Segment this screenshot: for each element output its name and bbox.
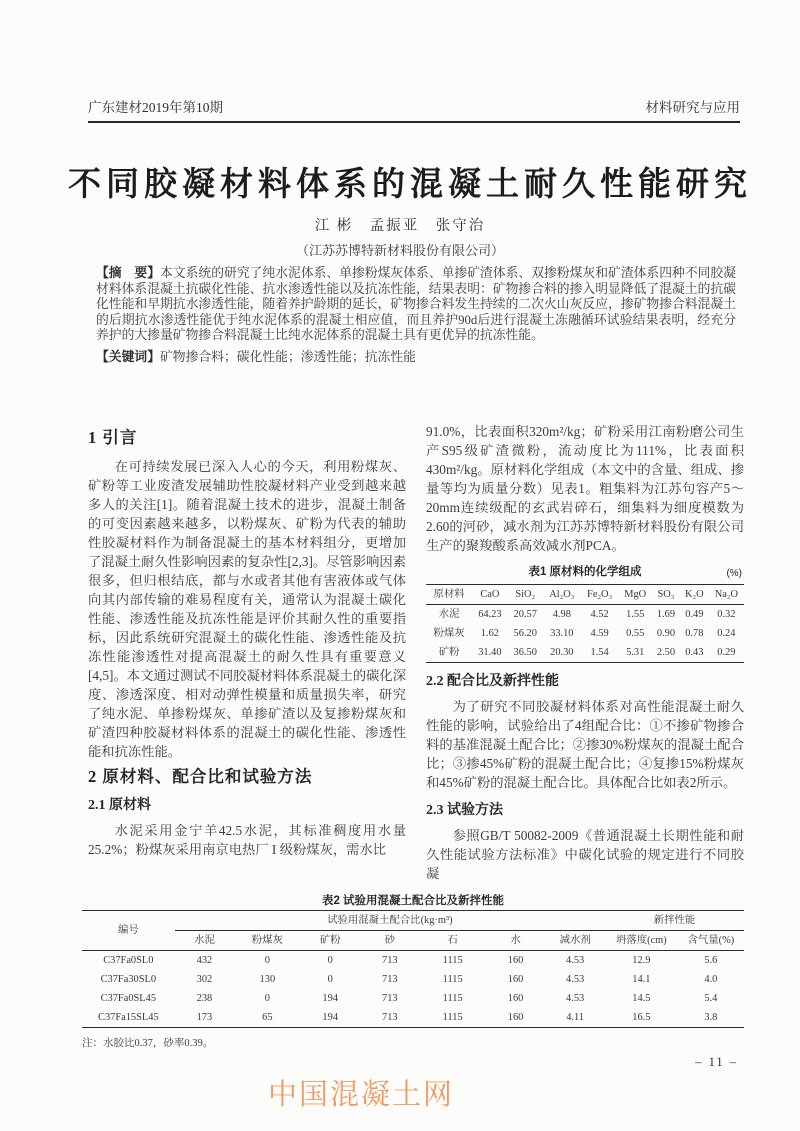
materials-paragraph: 91.0%，比表面积320m²/kg；矿粉采用江南粉磨公司生产S95级矿渣微粉，流动度比为111%，比表面积430m²/kg。原材料化学组成（本文中的含量、组成、掺量等均为质量分数）见表1。粗集料为江苏句容产5～20mm连续级配的玄武岩碎石，细集料为细度模数为2.60的河砂，减水剂为江苏苏博特新材料股份有限公司生产的聚羧酸系高效减水剂PCA。 <box>426 424 744 553</box>
table-cell: 0.32 <box>717 609 736 620</box>
table-header-cell: 减水剂 <box>545 931 605 951</box>
table2-footnote: 注：水胶比0.37，砂率0.39。 <box>82 1038 214 1049</box>
table-cell: 水泥 <box>438 609 460 620</box>
table-cell: 31.40 <box>478 647 502 658</box>
table-cell: 12.9 <box>632 955 651 966</box>
table-cell: 160 <box>507 974 524 985</box>
table-header-cell: Na₂O <box>709 585 744 605</box>
table-cell: 0 <box>264 955 270 966</box>
table-cell: 20.30 <box>550 647 574 658</box>
table-cell: 20.57 <box>513 609 537 620</box>
page-number: – 11 – <box>695 1055 738 1069</box>
table-cell: 0.29 <box>717 647 736 658</box>
table-cell: 1115 <box>442 974 463 985</box>
table-cell: 0.55 <box>626 628 645 639</box>
table-cell: 432 <box>196 955 213 966</box>
table-cell: 713 <box>382 993 398 1004</box>
header-divider <box>88 121 740 123</box>
table-cell: 1.69 <box>656 609 676 620</box>
table-cell: 1.54 <box>590 647 609 658</box>
table-header-cell: SO₃ <box>652 585 680 605</box>
table-cell: 16.5 <box>632 1012 651 1023</box>
table-header-cell: 编号 <box>82 911 175 951</box>
authors-line: 江 彬 孟振亚 张守治 <box>314 218 486 234</box>
table-cell: 302 <box>196 974 213 985</box>
table-header-cell: 石 <box>420 931 486 951</box>
table-cell: 160 <box>507 993 524 1004</box>
journal-section: 材料研究与应用 <box>645 100 740 115</box>
abstract-label: 【摘 要】 <box>96 266 161 280</box>
table-row <box>82 1008 744 1028</box>
table2-head <box>82 911 744 951</box>
keywords-label: 【关键词】 <box>96 349 160 364</box>
table-header-cell: 粉煤灰 <box>234 931 300 951</box>
table-cell: 4.11 <box>566 1012 585 1023</box>
table-cell: 56.20 <box>513 628 537 639</box>
watermark: 中国混凝土网 <box>268 1079 455 1111</box>
table-cell: 3.8 <box>704 1012 718 1023</box>
table-cell: 粉煤灰 <box>433 628 465 639</box>
table-cell: 1.62 <box>480 628 499 639</box>
table-cell: 14.5 <box>632 993 651 1004</box>
table1-unit: (%) <box>726 568 742 579</box>
table-header-cell: 水泥 <box>175 931 235 951</box>
table2-title: 表2 试验用混凝土配合比及新拌性能 <box>321 895 505 907</box>
keywords-text: 矿物掺合料；碳化性能；渗透性能；抗冻性能 <box>159 349 416 364</box>
table-cell: 4.59 <box>590 628 609 639</box>
table-cell: 1115 <box>442 993 463 1004</box>
table-cell: 160 <box>507 955 524 966</box>
body-columns <box>88 422 744 885</box>
section-2-heading: 2 原材料、配合比和试验方法 <box>88 767 313 786</box>
table-header-cell: 矿粉 <box>300 931 360 951</box>
section-2-1-heading: 2.1 原材料 <box>88 798 151 813</box>
table-cell: C37Fa15SL45 <box>98 1012 159 1023</box>
section-2-3-paragraph: 参照GB/T 50082-2009《普通混凝土长期性能和耐久性能试验方法标准》中碳化试验的规定进行不同胶凝 <box>426 828 744 881</box>
table-cell: 1115 <box>442 1012 463 1023</box>
table-group-header: 新拌性能 <box>605 911 744 931</box>
table-row <box>82 970 744 989</box>
table-cell: 36.50 <box>513 647 537 658</box>
table1-title <box>426 563 744 582</box>
abstract-block <box>96 266 736 366</box>
left-column <box>88 422 406 885</box>
table-cell: 194 <box>322 1012 339 1023</box>
abstract-paragraph <box>96 266 736 344</box>
table-header-cell: 坍落度(cm) <box>605 931 678 951</box>
table2-body <box>82 951 744 1028</box>
keywords-line <box>96 350 736 366</box>
table-cell: 14.1 <box>632 974 651 985</box>
table-row <box>82 989 744 1008</box>
table-header-cell: K₂O <box>680 585 709 605</box>
table-cell: 65 <box>262 1012 273 1023</box>
table1-title-text: 表1 原材料的化学组成 <box>528 566 642 578</box>
table-cell: 238 <box>196 993 213 1004</box>
table-cell: 4.0 <box>704 974 718 985</box>
table1-head <box>426 585 744 605</box>
table-cell: 0 <box>264 993 270 1004</box>
table-cell: 0.90 <box>656 628 676 639</box>
table-group-header: 试验用混凝土配合比(kg·m³) <box>175 911 605 931</box>
table-cell: 0.78 <box>685 628 704 639</box>
table-cell: 1.55 <box>626 609 645 620</box>
section-2-2-paragraph: 为了研究不同胶凝材料体系对高性能混凝土耐久性能的影响，试验给出了4组配合比：①不掺矿物掺合料的基准混凝土配合比；②掺30%粉煤灰的混凝土配合比；③掺45%矿粉的混凝土配合比；④复掺15%粉煤灰和45%矿粉的混凝土配合比。具体配合比如表2所示。 <box>426 699 744 790</box>
abstract-text: 本文系统的研究了纯水泥体系、单掺粉煤灰体系、单掺矿渣体系、双掺粉煤灰和矿渣体系四种不同胶凝材料体系混凝土抗碳化性能、抗水渗透性能以及抗冻性能，结果表明：矿物掺合料的掺入明显降低了混凝土的抗碳化性能和早期抗水渗透性能，随着养护龄期的延长，矿物掺合料发生持续的二次火山灰反应，掺矿物掺合料混凝土的后期抗水渗透性能优于纯水泥体系的混凝土相应值，而且养护90d后进行混凝土冻融循环试验结果表明，经充分养护的大掺量矿物掺合料混凝土比纯水泥体系的混凝土具有更优异的抗冻性能。 <box>96 266 737 343</box>
table-row <box>426 585 744 605</box>
table-row <box>426 643 744 663</box>
table-header-cell: SiO₂ <box>508 585 543 605</box>
table2-mix-proportions <box>82 910 744 1028</box>
table2-block <box>82 884 744 1050</box>
table-header-cell: MgO <box>619 585 652 605</box>
right-column <box>426 422 744 885</box>
table-cell: 5.4 <box>704 993 718 1004</box>
table-cell: 160 <box>507 1012 524 1023</box>
table-row <box>82 951 744 971</box>
table-header-cell: CaO <box>472 585 507 605</box>
table-cell: 4.52 <box>590 609 609 620</box>
table-cell: 4.53 <box>566 993 585 1004</box>
table-cell: C37Fa30SL0 <box>100 974 157 985</box>
table-cell: 194 <box>322 993 339 1004</box>
table-cell: 4.53 <box>566 955 585 966</box>
table-header-cell: Al₂O₃ <box>543 585 581 605</box>
table-cell: 0.49 <box>685 609 704 620</box>
table-cell: 130 <box>259 974 276 985</box>
section-2-3-heading: 2.3 试验方法 <box>426 803 503 818</box>
section-1-paragraph: 在可持续发展已深入人心的今天，利用粉煤灰、矿粉等工业废渣发展辅助性胶凝材料产业受到越来越多人的关注[1]。随着混凝土技术的进步，混凝土制备的可变因素越来越多，以粉煤灰、矿粉为代表的辅助性胶凝材料作为制备混凝土的基本材料组分，更增加了混凝土耐久性影响因素的复杂性[2,3]。尽管影响因素很多，但归根结底，都与水或者其他有害液体或气体向其内部传输的难易程度有关，通常认为混凝土碳化性能、渗透性能及抗冻性能是评价其耐久性的重要指标，因此系统研究混凝土的碳化性能、渗透性能及抗冻性能渗透性对提高混凝土的耐久性具有重要意义[4,5]。本文通过测试不同胶凝材料体系混凝土的碳化深度、渗透深度、相对动弹性模量和质量损失率，研究了纯水泥、单掺粉煤灰、单掺矿渣以及复掺粉煤灰和矿渣四种胶凝材料体系的混凝土的碳化性能、渗透性能和抗冻性能。 <box>88 459 407 759</box>
table-cell: 矿粉 <box>438 647 460 658</box>
table1-body <box>426 605 744 663</box>
journal-issue: 广东建材2019年第10期 <box>88 100 223 115</box>
table-cell: 5.6 <box>704 955 718 966</box>
table-cell: 5.31 <box>626 647 645 658</box>
table-cell: 713 <box>382 955 398 966</box>
table-cell: 0.24 <box>717 628 736 639</box>
table-header-cell: 含气量(%) <box>678 931 744 951</box>
table-cell: 713 <box>382 1012 398 1023</box>
table-cell: 2.50 <box>656 647 676 658</box>
table-cell: 0.43 <box>685 647 704 658</box>
table-cell: 4.98 <box>552 609 571 620</box>
table-cell: 0 <box>327 974 333 985</box>
table-row <box>82 911 744 931</box>
table-row <box>82 931 744 951</box>
affiliation-line: （江苏苏博特新材料股份有限公司） <box>295 243 504 258</box>
table-cell: 1115 <box>442 955 463 966</box>
table-cell: 0 <box>327 955 333 966</box>
table-row <box>426 624 744 643</box>
page-title: 不同胶凝材料体系的混凝土耐久性能研究 <box>68 167 752 203</box>
table-cell: C37Fa0SL0 <box>103 955 154 966</box>
journal-header <box>88 96 740 116</box>
section-2-2-heading: 2.2 配合比及新拌性能 <box>426 674 559 689</box>
section-1-heading: 1 引言 <box>88 428 138 447</box>
table-cell: 713 <box>382 974 398 985</box>
table-header-cell: 水 <box>486 931 546 951</box>
table1-raw-materials <box>426 584 744 663</box>
table-header-cell: Fe₂O₃ <box>581 585 619 605</box>
table-header-cell: 砂 <box>360 931 420 951</box>
table-cell: 64.23 <box>478 609 502 620</box>
table-cell: 33.10 <box>550 628 574 639</box>
section-2-1-paragraph: 水泥采用金宁羊42.5水泥，其标准稠度用水量25.2%；粉煤灰采用南京电热厂 I 级粉煤灰，需水比 <box>88 823 406 857</box>
table-header-cell: 原材料 <box>426 585 472 605</box>
table-cell: 173 <box>196 1012 213 1023</box>
table-row <box>426 605 744 625</box>
table-cell: 4.53 <box>566 974 585 985</box>
table-cell: C37Fa0SL45 <box>100 993 157 1004</box>
